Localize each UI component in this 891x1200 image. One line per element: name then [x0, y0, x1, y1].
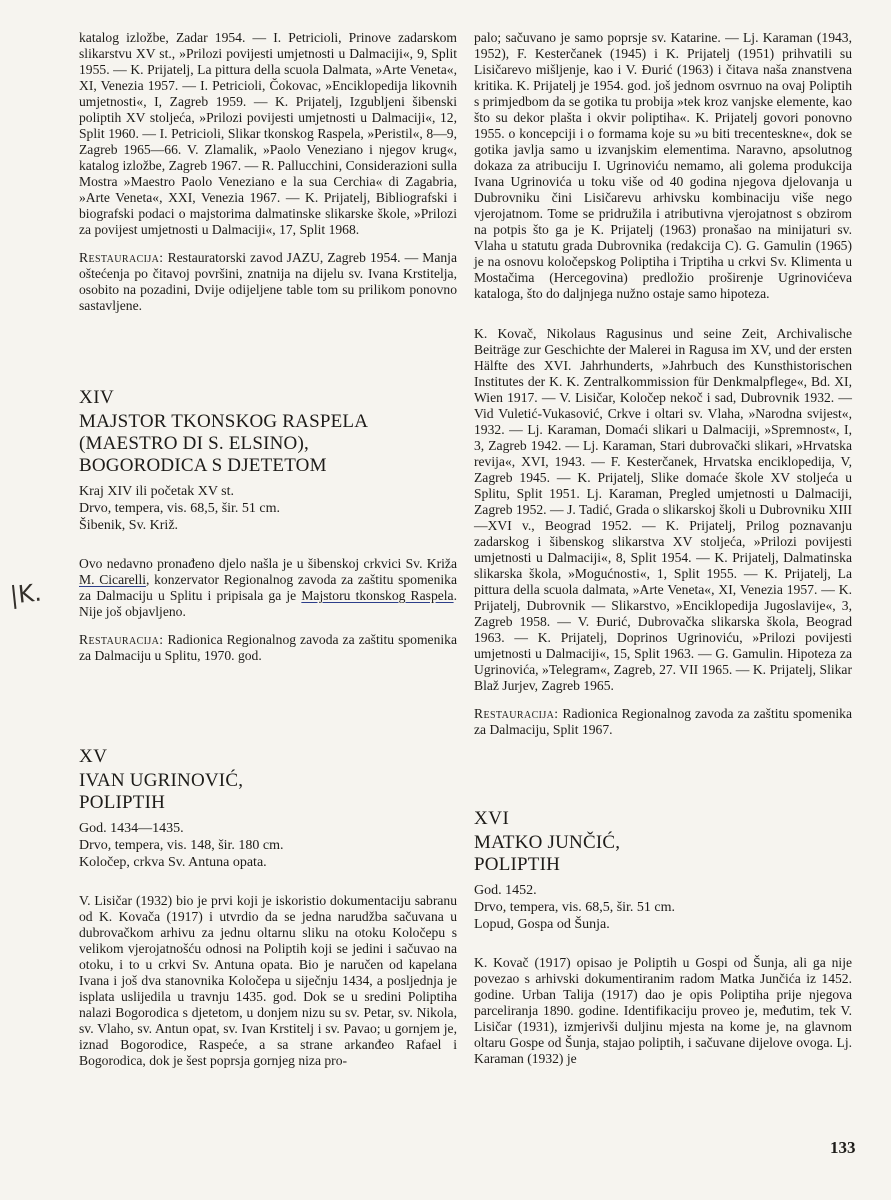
- body-text: Ovo nedavno pronađeno djelo našla je u šibenskoj crkvici Sv. Križa: [79, 556, 457, 571]
- restauracija-label: Restauracija:: [79, 250, 164, 265]
- left-column: [79, 30, 457, 1069]
- meta-date: God. 1452.: [474, 883, 537, 898]
- bibliography: K. Kovač, Nikolaus Ragusinus und seine Zeit, Archivalische Beiträge zur Geschichte der Malerei in Ragusa im XV, und der ersten Hälfte des XVI. Jahrhunderts, »Jahrbuch des Kunsthistorischen Institutes der K. K. Zentralkommission für Denkmalpflege«, Bd. XI, Wien 1917. — V. Lisičar, Koločep nekoč i sad, Dubrovnik 1932. — Vid Vuletić-Vukasović, Crkve i oltari sv. Vlaha, »Narodna svijest«, 1932. — Lj. Karaman, Domaći slikari u Dalmaciji, »Spremnost«, I, 3, Zagreb 1942. — Lj. Karaman, Stari dubrovački slikari, »Hrvatska revija«, XVI, 1943. — F. Kesterčanek, Hrvatska enciklopedija, V, Zagreb 1945. — K. Prijatelj, Slike domaće škole XV stoljeća u Splitu, Split 1951. Lj. Karaman, Pregled umjetnosti u Dalmaciji, Zagreb 1952. — J. Tadić, Grada o slikarskoj školi u Dubrovniku XIII—XVI v., Beograd 1952. — K. Prijatelj, Prilog poznavanju zadarskog i šibenskog slikarstva XV stoljeća, »Prilozi povijesti umjetnosti u Dalmaciji«, 8, Split 1954. — K. Prijatelj, Dalmatinska slikarska škola, »Mogućnosti«, 1, Split 1955. — K. Prijatelj, La pittura della scuola dalmata, »Arte Veneta«, XI, Venezia 1957. — K. Prijatelj, Dubrovnik — Slikarstvo, »Enciklopedija Jugoslavije«, 3, Zagreb 1958. — V. Đurić, Dubrovačka slikarska škola, Beograd 1963. — K. Prijatelj, Doprinos Ugrinoviću, »Prilozi povijesti umjetnosti u Dalmaciji«, 15, Split 1963. — G. Gamulin. Hipoteza za Ugrinovića, »Telegram«, Zagreb, 27. VII 1965. — K. Prijatelj, Slikar Blaž Jurjev, Zagreb 1965.: [474, 326, 852, 693]
- entry-body: V. Lisičar (1932) bio je prvi koji je iskoristio dokumentaciju sabranu od K. Kovača (1917) i utvrdio da se jedna narudžba sačuvana u dubrovačkom arhivu za jednu oltarnu sliku na otoku Koločepu s velikom vjerojatnošću odnosi na Poliptih koji se jedini i sačuvao na otoku, i to u crkvi Sv. Antuna opata. Bio je naručen od kapelana Ivana i još dva stanovnika Koločepa u siječnju 1434, a posljednja je isplata uslijedila u travnju 1435. god. Dok se u sredini Poliptiha nalazi Bogorodica s djetetom, u donjem nizu su sv. Petar, sv. Nikola, sv. Vlaho, sv. Antun opat, sv. Ivan Krstitelj i sv. Pavao; u gornjem je, iznad Bogorodice, Raspeće, a sa strane arkanđeo Rafael i Bogorodica, dok je šest poprsja gornjeg niza pro-: [79, 893, 457, 1068]
- body-text: , konzervator Regionalnog zavoda za zaštitu spomenika za Dalmaciju u Splitu i pripisala ga je: [79, 572, 457, 603]
- entry-title: [79, 770, 457, 814]
- meta-medium: Drvo, tempera, vis. 148, šir. 180 cm.: [79, 838, 284, 853]
- title-line: MATKO JUNČIĆ,: [474, 832, 621, 853]
- right-column: [474, 30, 852, 1067]
- meta-medium: Drvo, tempera, vis. 68,5, šir. 51 cm.: [474, 900, 676, 915]
- underlined-attribution: Majstoru tkonskog Raspela: [301, 588, 454, 603]
- entry-title: [474, 832, 852, 876]
- entry-xv-continued: palo; sačuvano je samo poprsje sv. Katarine. — Lj. Karaman (1943, 1952), F. Kesterčanek (1945) i K. Prijatelj (1951) prihvatili su Lisičarevo mišljenje, kao i V. Đurić (1963) i čitava naša znanstvena kritika. K. Prijatelj je 1954. god. još jednom osvrnuo na ovaj Poliptih s primjedbom da se gotika tu probija »tek kroz vanjske elemente, kao što su dekor plašta i okvir poliptiha«. K. Prijatelj govori ponovno 1955. o koncepciji i o formama koje su »u biti trecenteskne«, dok se gotika javlja samo u izvanjskim elementima. Naravno, apsolutnog dokaza za atribuciju I. Ugrinoviću nemamo, ali golema produkcija Ivana Ugrinovića u toku više od 40 godina njegova djelovanja u Dubrovniku čini Lisičarevu arhivsku kombinaciju više nego vjerojatnom. Tome se pridružila i atributivna vjerojatnost s obzirom na potpis što ga je K. Prijatelj (1963) pronašao na minijaturi sv. Vlaha u statutu grada Dubrovnika (redakcija C). G. Gamulin (1965) je na osnovu koločepskog Poliptiha i Triptiha u crkvi Sv. Klimenta u Mostačima (Hercegovina) predložio proširenje Ugrinovićeva kataloga, što do daljnjega nužno ostaje samo hipoteza.: [474, 30, 852, 301]
- title-line: BOGORODICA S DJETETOM: [79, 455, 327, 476]
- restauracija-text: Restauratorski zavod JAZU, Zagreb 1954. — Manja oštećenja po čitavoj površini, znatnija na dijelu sv. Ivana Krstitelja, osobito na pozadini, Dvije odijeljene table tom su prilikom ponovno sastavljene.: [79, 250, 457, 313]
- restauracija-text: Radionica Regionalnog zavoda za zaštitu spomenika za Dalmaciju u Splitu, 1970. god.: [79, 632, 457, 663]
- page-number: 133: [830, 1138, 856, 1157]
- entry-body: [79, 556, 457, 620]
- entry-number: XVI: [474, 808, 510, 829]
- handwritten-margin-note: |K.: [8, 578, 43, 610]
- restauracija-text: Radionica Regionalnog zavoda za zaštitu spomenika za Dalmaciju, Split 1967.: [474, 706, 852, 737]
- entry-number: XV: [79, 746, 108, 767]
- restauracija-label: Restauracija:: [79, 632, 164, 647]
- restauracija-note: [474, 706, 852, 738]
- entry-xv: [79, 746, 457, 1069]
- title-line: MAJSTOR TKONSKOG RASPELA: [79, 411, 369, 432]
- entry-body: K. Kovač (1917) opisao je Poliptih u Gospi od Šunja, ali ga nije povezao s arhivski dokumentiranim radom Matka Junčića iz 1452. godine. Urban Talija (1917) dao je opis Poliptiha prije njegova parceliranja 1890. godine. Identifikaciju proveo je, međutim, tek V. Lisičar (1931), izmjerivši duljinu mjesta na kome je, na glavnom oltaru Gospe od Šunja, stajao poliptih, i sačuvane dijelove ovoga. Lj. Karaman (1932) je: [474, 955, 852, 1066]
- title-line: POLIPTIH: [79, 792, 166, 813]
- bibliography-continued: katalog izložbe, Zadar 1954. — I. Petricioli, Prinove zadarskom slikarstvu XV st., »Prilozi povijesti umjetnosti u Dalmaciji«, 9, Split 1955. — K. Prijatelj, La pittura della scuola Dalmata, »Arte Veneta«, XI, Venezia 1957. — I. Petricioli, Čokovac, »Enciklopedija likovnih umjetnosti«, I, Zagreb 1959. — K. Prijatelj, Izgubljeni šibenski poliptih XV stoljeća, »Prilozi povijesti umjetnosti u Dalmaciji«, 12, Split 1960. — I. Petricioli, Slikar tkonskog Raspela, »Peristil«, 8—9, Zagreb 1965—66. V. Zlamalik, »Paolo Veneziano i njegov krug«, katalog izložbe, Zagreb 1967. — R. Pallucchini, Considerazioni sulla Mostra »Maestro Paolo Veneziano e la sua Cerchia« di Zagabria, »Arte Veneta«, XXI, Venezia 1967. — K. Prijatelj, Bibliografski i biografski podaci o majstorima dalmatinske slikarske škole, »Prilozi za povijest umjetnosti u Dalmaciji«, 17, Split 1968.: [79, 30, 457, 237]
- meta-date: Kraj XIV ili početak XV st.: [79, 484, 235, 499]
- entry-meta: [79, 483, 457, 534]
- entry-xvi: [474, 808, 852, 1067]
- title-line: (MAESTRO DI S. ELSINO),: [79, 433, 309, 454]
- title-line: IVAN UGRINOVIĆ,: [79, 770, 244, 791]
- underlined-name: M. Cicarelli: [79, 572, 146, 587]
- entry-xiv: [79, 387, 457, 664]
- title-line: POLIPTIH: [474, 854, 561, 875]
- entry-number: XIV: [79, 387, 115, 408]
- meta-medium: Drvo, tempera, vis. 68,5, šir. 51 cm.: [79, 501, 281, 516]
- entry-meta: [474, 882, 852, 933]
- meta-location: Koločep, crkva Sv. Antuna opata.: [79, 855, 267, 870]
- restauracija-note: [79, 632, 457, 664]
- restauracija-label: Restauracija:: [474, 706, 559, 721]
- restauracija-note: [79, 250, 457, 314]
- meta-location: Šibenik, Sv. Križ.: [79, 518, 179, 533]
- body-text: . Nije još objavljeno.: [79, 588, 457, 619]
- entry-title: [79, 411, 457, 477]
- meta-date: God. 1434—1435.: [79, 821, 184, 836]
- entry-meta: [79, 820, 457, 871]
- meta-location: Lopud, Gospa od Šunja.: [474, 917, 610, 932]
